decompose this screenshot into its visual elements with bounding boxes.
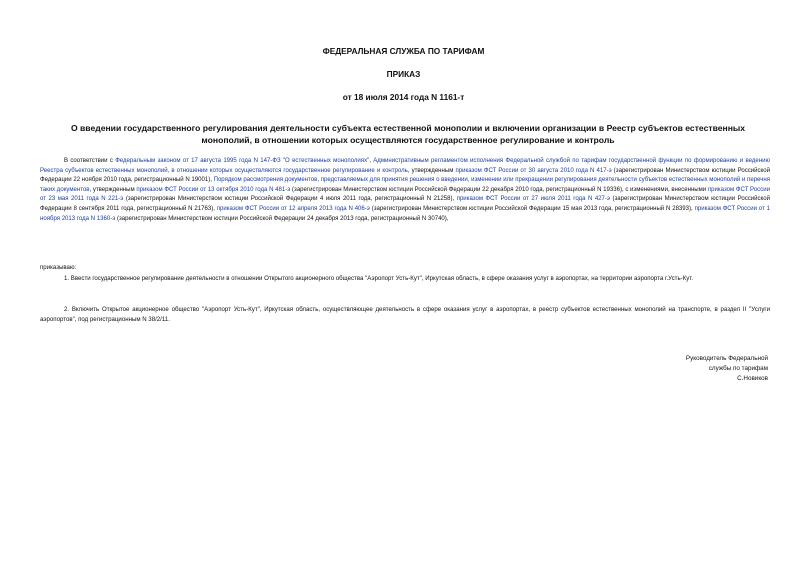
preamble-text: В соответствии с (64, 158, 116, 164)
doc-type-heading: ПРИКАЗ (386, 69, 421, 79)
preamble-text: , утвержденным (407, 167, 456, 174)
preamble-text: (зарегистрирован Министерством юстиции Российской Федерации 22 ноября 2010 года, регистрационный N 19001), (40, 167, 770, 184)
preamble-text: (зарегистрирован Министерством юстиции Российской Федерации 24 декабря 2013 года, регистрационный N 30740), (115, 215, 449, 222)
link-procedure[interactable]: Порядком рассмотрения документов, представляемых для принятия решения о введении, изменении или прекращении регулирования деятельности субъектов естественных монополий и перечня таких документов (40, 177, 770, 193)
link-order-481[interactable]: приказом ФСТ России от 13 октября 2010 года N 481-э (136, 186, 291, 193)
link-federal-law[interactable]: Федеральным законом от 17 августа 1995 года N 147-ФЗ "О естественных монополиях" (115, 158, 370, 164)
order-word: приказываю: (40, 264, 77, 271)
agency-heading: ФЕДЕРАЛЬНАЯ СЛУЖБА ПО ТАРИФАМ (322, 46, 485, 56)
link-order-221[interactable]: приказом ФСТ России от 23 мая 2011 года N 221-э (40, 186, 770, 203)
item-2: 2. Включить Открытое акционерное общество "Аэропорт Усть-Кут", Иркутская область, осуществляющее деятельность в сфере оказания услуг в аэропортах, в реестр субъектов естественных монополий на транспорте, в раздел II "Услуги аэропортов", под регистрационным N 38/2/11. (40, 306, 770, 323)
signature-name: С.Новиков (737, 375, 768, 383)
link-order-406[interactable]: приказом ФСТ России от 12 апреля 2013 года N 406-э (216, 205, 370, 212)
preamble-text: (зарегистрирован Министерством юстиции Российской Федерации 8 сентября 2011 года, регистрационный N 21763), (40, 196, 770, 212)
preamble-text: , утвержденным (89, 186, 137, 193)
link-order-427[interactable]: приказом ФСТ России от 27 июля 2011 года N 427-э (456, 196, 611, 203)
link-admin-regulation[interactable]: Административным регламентом исполнения Федеральной службой по тарифам государственной функции по формированию и ведению Реестра субъектов естественных монополий, в отношении которых осуществляются государственное регулирование и контроль (40, 158, 770, 174)
link-order-1360[interactable]: приказом ФСТ России от 1 ноября 2013 года N 1360-э (40, 205, 770, 222)
signature-position: Руководитель Федеральной (685, 355, 768, 362)
preamble-text: (зарегистрирован Министерством юстиции Российской Федерации 15 мая 2013 года, регистрационный N 28393), (369, 205, 695, 212)
link-order-417[interactable]: приказом ФСТ России от 30 августа 2010 года N 417-э (455, 167, 612, 174)
document-title: О введении государственного регулирования деятельности субъекта естественной монополии и включении организации в Реестр субъектов естественных монополий, в отношении которых осуществляются государственное регулирование и контроль (70, 123, 746, 145)
item-1: 1. Ввести государственное регулирование деятельности в отношении Открытого акционерного общества "Аэропорт Усть-Кут", Иркутская область, в сфере оказания услуг в аэропортах, на территории аэропорта г.Усть-Кут. (64, 275, 694, 282)
signature-agency: службы по тарифам (708, 365, 768, 373)
preamble-text: , (369, 158, 374, 164)
signature-block (600, 354, 768, 385)
preamble-text: (зарегистрирован Министерством юстиции Российской Федерации 22 декабря 2010 года, регистрационный N 19336), с изменениями, внесенными (290, 186, 708, 193)
preamble-text: (зарегистрирован Министерством юстиции Российской Федерации 4 июля 2011 года, регистрационный N 21258), (123, 196, 457, 203)
preamble-paragraph (40, 157, 770, 224)
date-number-heading: от 18 июля 2014 года N 1161-т (342, 92, 465, 102)
